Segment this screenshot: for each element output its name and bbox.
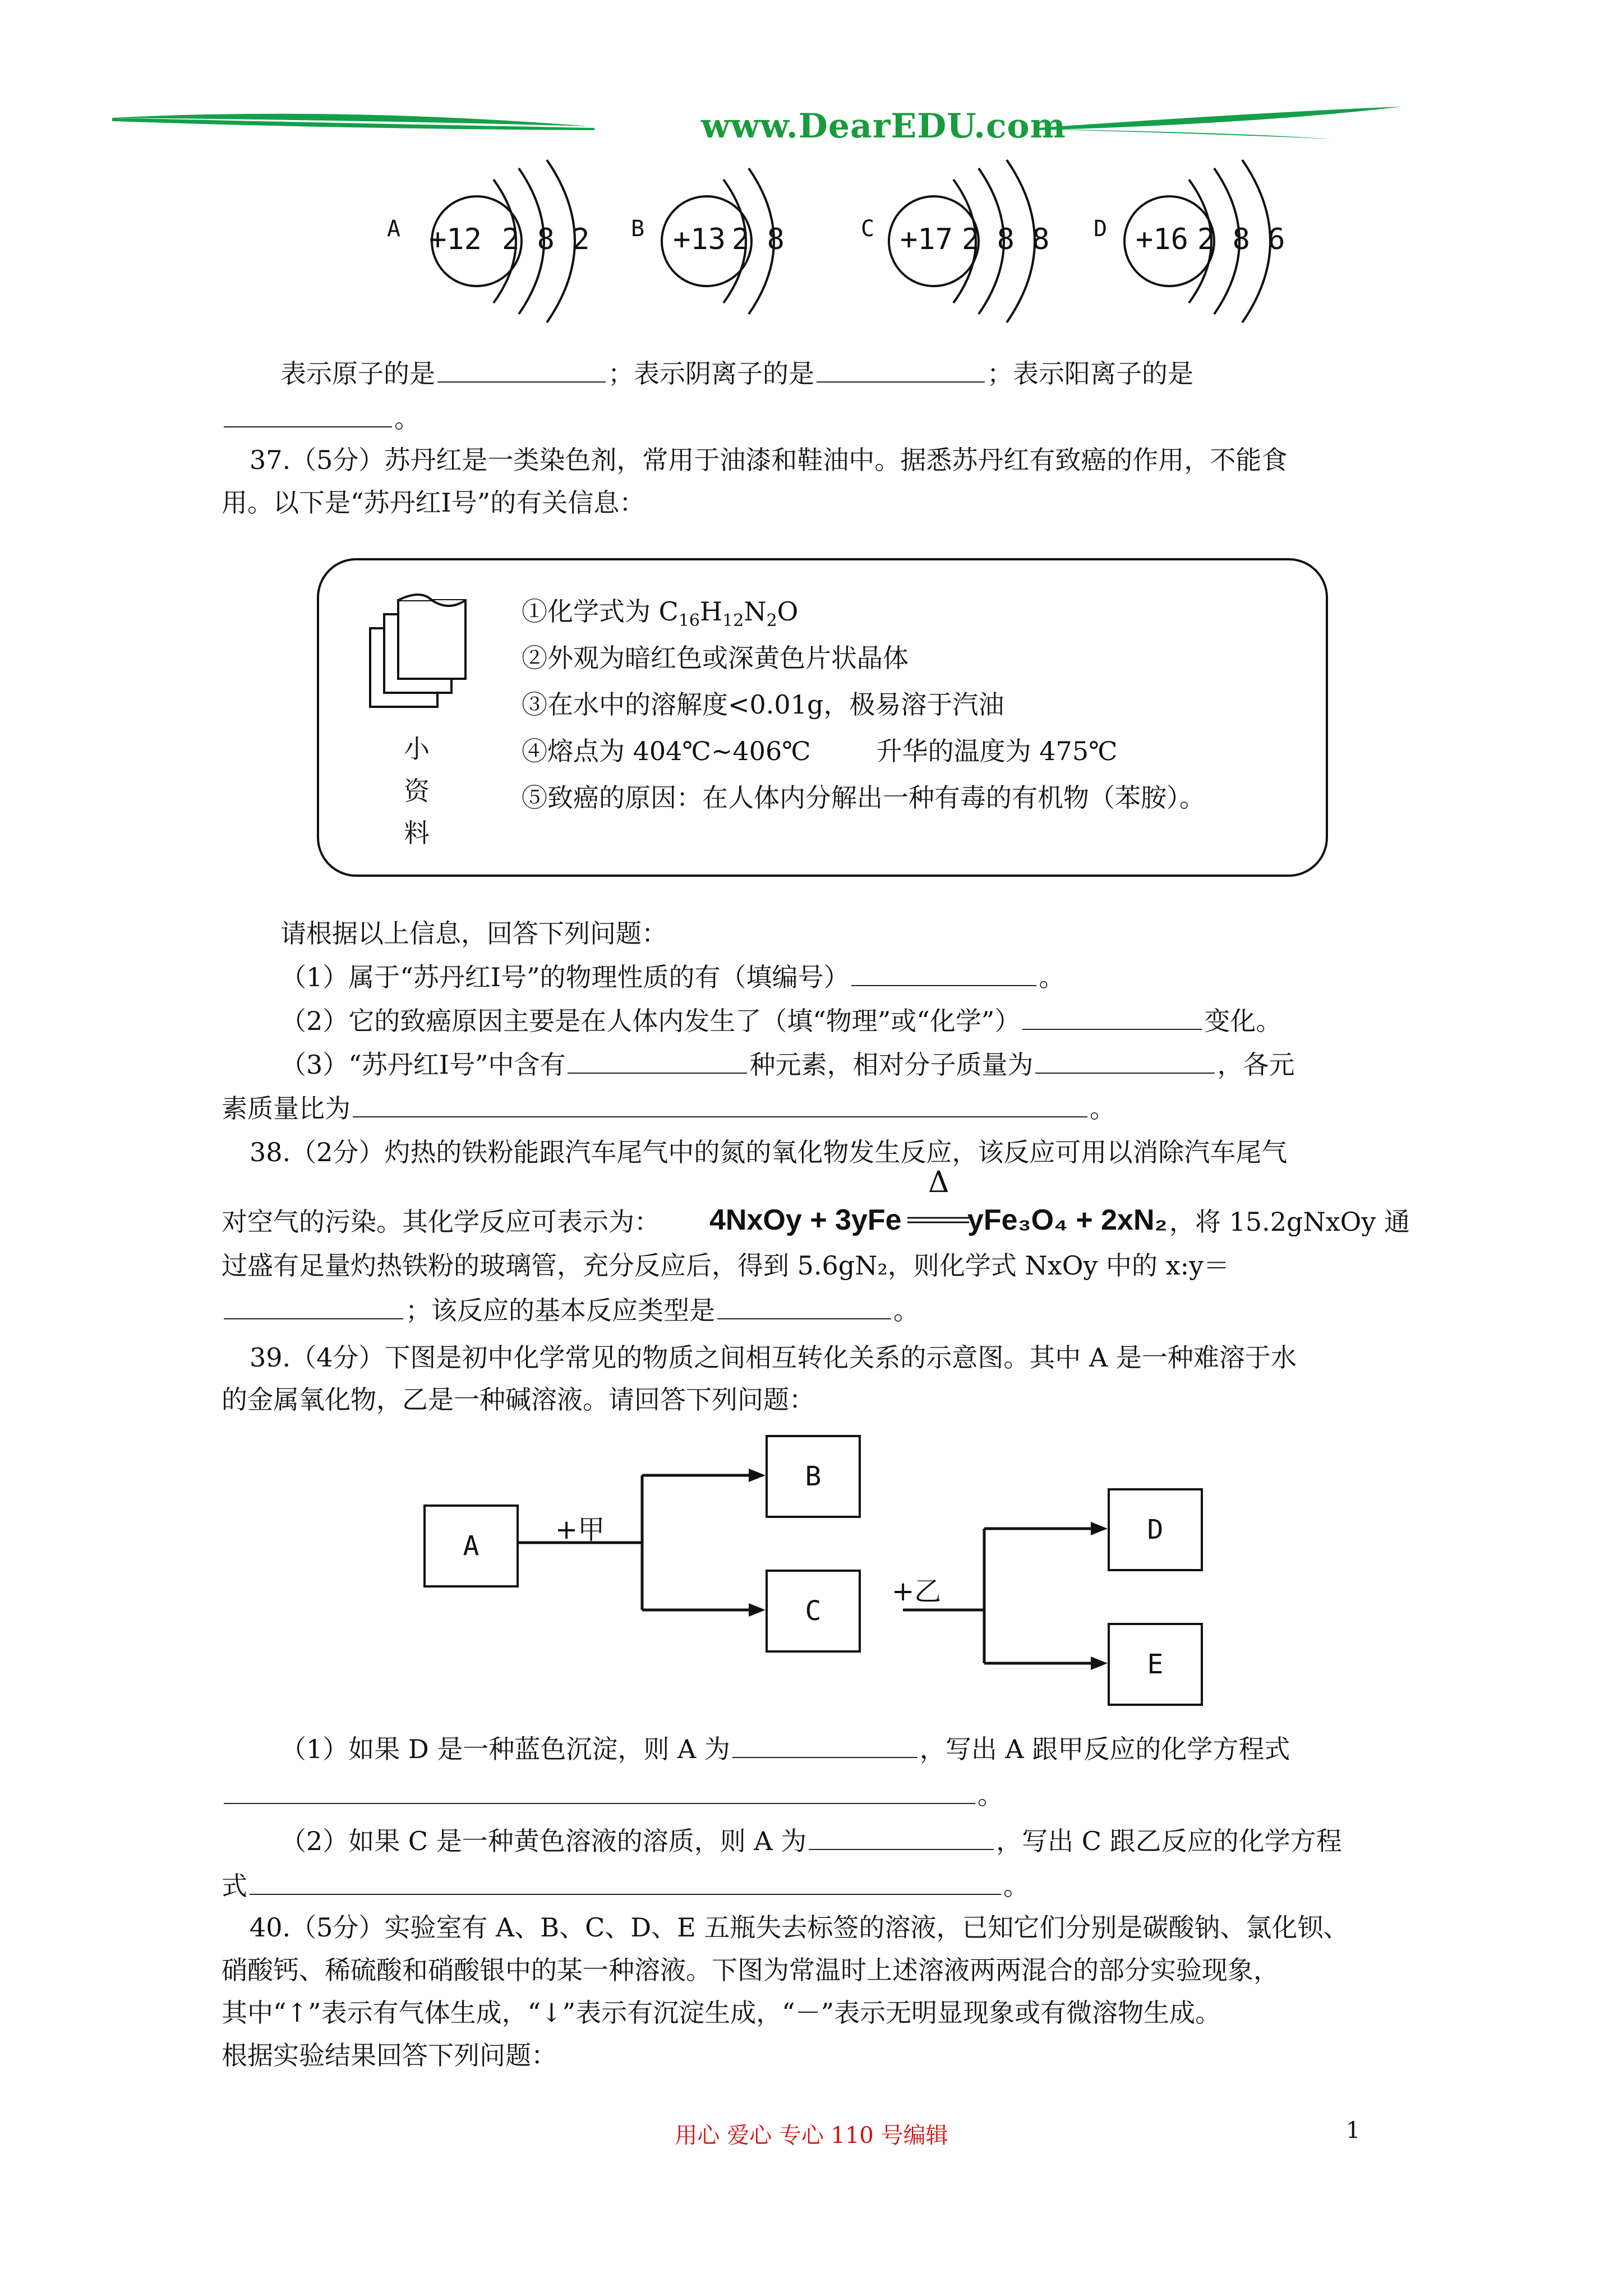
q39-sub1-end: 。 — [978, 1780, 1003, 1810]
q39-sub2-equation-blank[interactable] — [250, 1870, 1001, 1895]
q37-sub3-blank-1[interactable] — [568, 1049, 747, 1074]
atom-label-c: C — [861, 216, 875, 242]
q37-sub3-blank-2[interactable] — [1035, 1049, 1215, 1074]
q37-sub1 — [280, 960, 1064, 994]
q37-sub2 — [280, 1004, 1281, 1038]
info-h: H — [700, 596, 723, 627]
atom-nucleus-a: +12 — [429, 223, 482, 256]
q37-sub3-blank-3[interactable] — [353, 1093, 1087, 1117]
q39-sub1-text-b: ，写出 A 跟甲反应的化学方程式 — [919, 1734, 1290, 1764]
q38-end: 。 — [893, 1295, 919, 1326]
atom-nucleus-d: +16 — [1136, 223, 1188, 256]
q38-line4 — [222, 1294, 919, 1327]
info-title-1: 小 — [404, 734, 430, 764]
q38-ratio-blank[interactable] — [224, 1295, 403, 1319]
q37-sub3-text-a: （3）“苏丹红Ⅰ号”中含有 — [280, 1050, 566, 1080]
q39-line1: 39.（4分）下图是初中化学常见的物质之间相互转化关系的示意图。其中 A 是一种难溶于水 — [250, 1342, 1297, 1373]
page-number: 1 — [1346, 2118, 1361, 2143]
q37-sub2-end: 变化。 — [1204, 1006, 1282, 1036]
q39-sub1-cont — [222, 1778, 1003, 1812]
atom-shells-d: 2 8 6 — [1197, 223, 1285, 256]
q37-sub3-text-c: ，各元 — [1217, 1050, 1295, 1080]
q39-sub2-cont — [222, 1869, 1029, 1903]
box-d: D — [1108, 1488, 1203, 1571]
q40-line3: 其中“↑”表示有气体生成，“↓”表示有沉淀生成，“－”表示无明显现象或有微溶物生成。 — [222, 1998, 1221, 2028]
q38-line1: 38.（2分）灼热的铁粉能跟汽车尾气中的氮的氧化物发生反应，该反应可用以消除汽车尾气 — [250, 1137, 1288, 1167]
footer-text: 用心 爱心 专心 110 号编辑 — [675, 2123, 948, 2148]
q39-sub1-blank[interactable] — [732, 1733, 917, 1758]
q36-cation-prompt: ；表示阳离子的是 — [987, 358, 1193, 389]
atom-label-d: D — [1094, 216, 1108, 242]
q37-sub1-blank[interactable] — [851, 961, 1036, 986]
info-title-2: 资 — [404, 776, 430, 806]
atom-nucleus-b: +13 — [673, 223, 726, 256]
q40-line4: 根据实验结果回答下列问题： — [222, 2040, 557, 2070]
q36-anion-prompt: ；表示阴离子的是 — [608, 358, 814, 389]
q37-sub3-end: 。 — [1090, 1093, 1115, 1124]
q39-sub1 — [280, 1732, 1290, 1766]
q37-intro: 请根据以上信息，回答下列问题： — [280, 918, 667, 949]
info-sub-16: 16 — [678, 611, 700, 631]
q36-atom-blank[interactable] — [437, 358, 606, 383]
atom-shells-b: 2 8 — [732, 223, 785, 256]
info-sub-12: 12 — [722, 611, 744, 631]
atom-shells-c: 2 8 8 — [962, 223, 1050, 256]
q37-sub3-text-b: 种元素，相对分子质量为 — [749, 1050, 1034, 1080]
q40-line2: 硝酸钙、稀硫酸和硝酸银中的某一种溶液。下图为常温时上述溶液两两混合的部分实验现象， — [222, 1955, 1279, 1985]
atom-label-a: A — [387, 216, 401, 242]
q39-sub2-text-b: ，写出 C 跟乙反应的化学方程 — [996, 1826, 1342, 1856]
q38-line2-prefix: 对空气的污染。其化学反应可表示为： — [222, 1207, 660, 1237]
info-sub-2: 2 — [766, 611, 777, 631]
arrow-label-jia: +甲 — [555, 1514, 605, 1545]
arrow-label-yi: +乙 — [892, 1576, 942, 1607]
equation-left: 4NxOy + 3yFe — [709, 1204, 902, 1236]
box-e: E — [1108, 1623, 1203, 1706]
atom-diagrams — [0, 151, 1623, 342]
box-a: A — [423, 1504, 519, 1588]
info-o: O — [777, 596, 799, 627]
q37-sub2-blank[interactable] — [1022, 1005, 1202, 1030]
q39-line2: 的金属氧化物，乙是一种碱溶液。请回答下列问题： — [222, 1384, 815, 1415]
q38-line2-suffix: ，将 15.2gNxOy 通 — [1169, 1207, 1410, 1237]
q37-sub3-text-d: 素质量比为 — [222, 1093, 351, 1124]
q39-sub1-text-a: （1）如果 D 是一种蓝色沉淀，则 A 为 — [280, 1734, 730, 1764]
q39-sub2-text-c: 式 — [222, 1871, 247, 1901]
q37-line1: 37.（5分）苏丹红是一类染色剂，常用于油漆和鞋油中。据悉苏丹红有致癌的作用，不能食 — [250, 445, 1288, 475]
info-n: N — [744, 596, 767, 627]
box-c: C — [766, 1570, 861, 1653]
atom-nucleus-c: +17 — [900, 223, 953, 256]
q37-sub2-text: （2）它的致癌原因主要是在人体内发生了（填“物理”或“化学”） — [280, 1006, 1021, 1036]
q36-prompt-line — [280, 357, 1193, 390]
q37-sub3 — [280, 1048, 1294, 1082]
site-name: www.DearEDU.com — [701, 107, 1067, 146]
info-item-2: ②外观为暗红色或深黄色片状晶体 — [522, 643, 909, 673]
q38-type-blank[interactable] — [717, 1295, 891, 1319]
q37-sub1-end: 。 — [1039, 962, 1065, 992]
info-item-1 — [522, 595, 799, 631]
q40-line1: 40.（5分）实验室有 A、B、C、D、E 五瓶失去标签的溶液，已知它们分别是碳酸钠、氯化钡、 — [250, 1912, 1349, 1943]
q37-line2: 用。以下是“苏丹红Ⅰ号”的有关信息： — [222, 487, 645, 518]
atom-shells-a: 2 8 2 — [502, 223, 590, 256]
q37-sub1-text: （1）属于“苏丹红Ⅰ号”的物理性质的有（填编号） — [280, 962, 850, 992]
q39-sub2 — [280, 1824, 1342, 1858]
equation-right: yFe₃O₄ + 2xN₂ — [967, 1204, 1168, 1236]
info-title-3: 料 — [404, 818, 430, 848]
q38-type-prompt: ；该反应的基本反应类型是 — [405, 1295, 715, 1326]
q36-cation-blank[interactable] — [224, 403, 392, 427]
atom-label-b: B — [631, 216, 645, 242]
info-item-1-prefix: ①化学式为 C — [522, 596, 679, 627]
info-item-3: ③在水中的溶解度<0.01g，极易溶于汽油 — [522, 689, 1004, 720]
q38-line3: 过盛有足量灼热铁粉的玻璃管，充分反应后，得到 5.6gN₂，则化学式 NxOy 中的 x:y＝ — [222, 1250, 1230, 1281]
box-b: B — [766, 1435, 861, 1518]
equation-condition: Δ — [928, 1166, 949, 1199]
document-stack-icon — [359, 583, 482, 718]
q39-sub2-end: 。 — [1003, 1871, 1029, 1901]
q36-cation-line — [222, 402, 420, 435]
q37-sub3-cont — [222, 1092, 1115, 1125]
q36-end: 。 — [394, 403, 420, 434]
q39-sub2-blank[interactable] — [809, 1825, 994, 1850]
q36-atom-prompt: 表示原子的是 — [280, 358, 435, 389]
q39-sub1-equation-blank[interactable] — [224, 1779, 975, 1804]
info-item-5: ⑤致癌的原因：在人体内分解出一种有毒的有机物（苯胺）。 — [522, 783, 1205, 813]
header-logo — [112, 101, 1511, 151]
info-item-4: ④熔点为 404℃~406℃ 升华的温度为 475℃ — [522, 736, 1118, 766]
q39-sub2-text-a: （2）如果 C 是一种黄色溶液的溶质，则 A 为 — [280, 1826, 807, 1856]
equation-double-line — [907, 1216, 969, 1224]
q36-anion-blank[interactable] — [817, 358, 985, 383]
